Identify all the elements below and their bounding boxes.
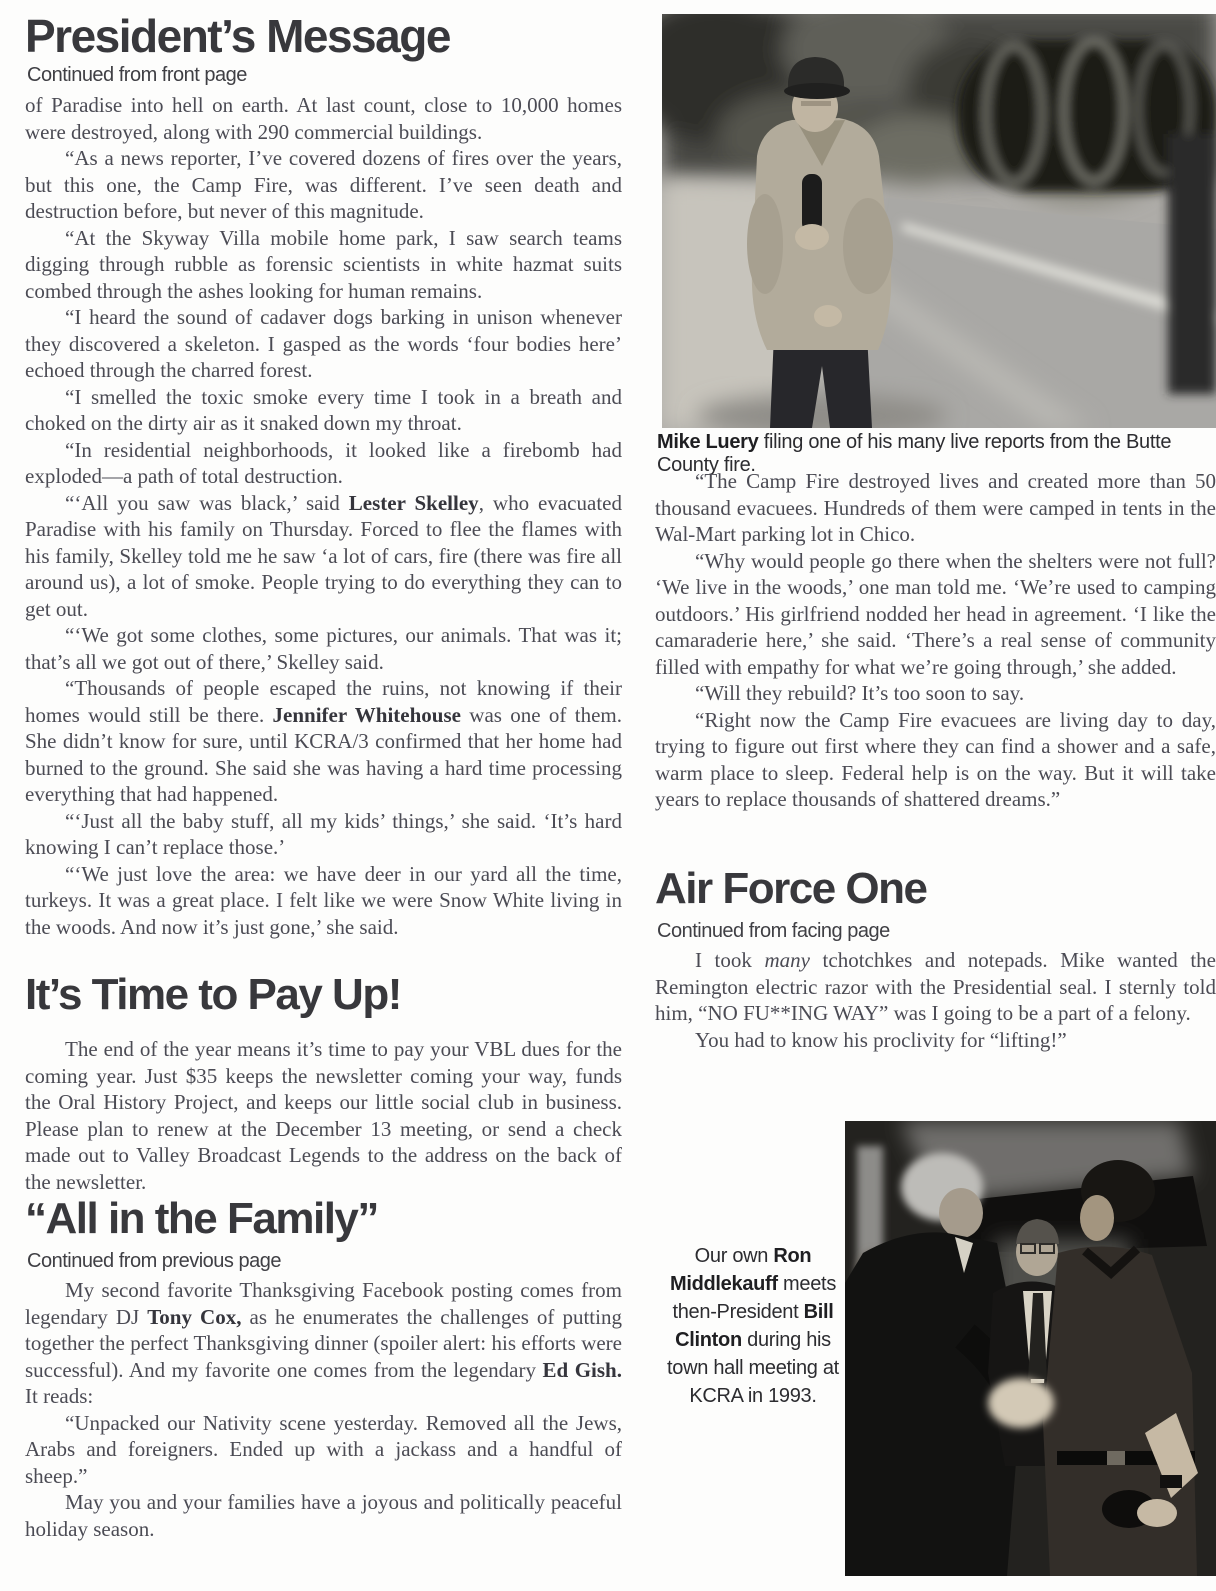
continued-from-facing-page-note: Continued from facing page — [657, 920, 890, 942]
paragraph: “Right now the Camp Fire evacuees are living day to day, trying to figure out first where they can find a shower and a safe, warm place to sleep. Federal help is on the way. But it will take years to replace thousands of shattered dreams.” — [655, 707, 1216, 811]
mike-luery-photo-art — [662, 14, 1216, 428]
paragraph: “The Camp Fire destroyed lives and created more than 50 thousand evacuees. Hundreds of them were camped in tents in the Wal-Mart parking lot in Chico. — [655, 469, 1216, 546]
continued-from-previous-page-note: Continued from previous page — [27, 1250, 281, 1272]
article-body-air-force-one — [655, 947, 1216, 1053]
mike-luery-photo-caption: Mike Luery filing one of his many live reports from the Butte County fire. — [657, 431, 1172, 476]
paragraph: The end of the year means it’s time to pay your VBL dues for the coming year. Just $35 keeps the newsletter coming your way, funds the Oral History Project, and keeps our little social club in business. Please plan to renew at the December 13 meeting, or send a check made out to Valley Broadcast Legends to the address on the back of the newsletter. — [25, 1037, 622, 1194]
paragraph: May you and your families have a joyous and politically peaceful holiday season. — [25, 1490, 622, 1541]
right-column — [655, 0, 1216, 1591]
paragraph: “Will they rebuild? It’s too soon to say. — [695, 681, 1025, 705]
clinton-photo — [845, 1121, 1216, 1576]
article-body-pay-up — [25, 1036, 622, 1195]
clinton-photo-caption: Our own Ron Middlekauff meets then-President Bill Clinton during his town hall meeting at KCRA in 1993. — [667, 1245, 839, 1407]
paragraph: “‘Just all the baby stuff, all my kids’ things,’ she said. ‘It’s hard knowing I can’t replace those.’ — [25, 808, 622, 859]
left-column — [25, 0, 622, 1591]
paragraph: “Unpacked our Nativity scene yesterday. Removed all the Jews, Arabs and foreigners. Ended up with a jackass and a handful of sheep.” — [25, 1410, 622, 1488]
paragraph: “As a news reporter, I’ve covered dozens of fires over the years, but this one, the Camp Fire, was different. I’ve seen death and destruction before, but never of this magnitude. — [25, 146, 622, 223]
clinton-photo-art — [845, 1121, 1216, 1576]
article-title-pay-up: It’s Time to Pay Up! — [25, 970, 401, 1019]
mike-luery-photo — [662, 14, 1216, 428]
paragraph: “Thousands of people escaped the ruins, not knowing if their homes would still be there. Jennifer Whitehouse was one of them. She didn’t know for sure, until KCRA/3 confirmed that her home had burned to the ground. She said she was having a hard time processing everything that had happened. — [25, 676, 622, 806]
paragraph: You had to know his proclivity for “lifting!” — [695, 1027, 1067, 1052]
paragraph: of Paradise into hell on earth. At last count, close to 10,000 homes were destroyed, along with 290 commercial buildings. — [25, 93, 622, 144]
paragraph: “‘We got some clothes, some pictures, our animals. That was it; that’s all we got out of there,’ Skelley said. — [25, 623, 622, 674]
paragraph: “At the Skyway Villa mobile home park, I saw search teams digging through rubble as forensic scientists in white hazmat suits combed through the ashes looking for human remains. — [25, 225, 622, 303]
handshake — [988, 1378, 1054, 1428]
paragraph: “‘All you saw was black,’ said Lester Skelley, who evacuated Paradise with his family on Thursday. Forced to flee the flames with his family, Skelley told me he saw ‘a lot of cars, fire (there was fire all around us), a lot of smoke. People trying to do everything they can to get out. — [25, 490, 622, 621]
article-title-air-force-one: Air Force One — [655, 864, 927, 913]
paragraph: “I heard the sound of cadaver dogs barking in unison whenever they discovered a skeleton. I gasped as the words ‘four bodies here’ echoed through the charred forest. — [25, 305, 622, 382]
paragraph: “I smelled the toxic smoke every time I took in a breath and choked on the dirty air as it snaked down my throat. — [25, 384, 622, 435]
paragraph: “‘We just love the area: we have deer in our yard all the time, turkeys. It was a great place. I felt like we were Snow White living in the woods. And now it’s just gone,’ she said. — [25, 861, 622, 939]
paragraph: My second favorite Thanksgiving Facebook posting comes from legendary DJ Tony Cox, as he enumerates the challenges of putting together the perfect Thanksgiving dinner (spoiler alert: his efforts were successful). And my favorite one comes from the legendary Ed Gish. It reads: — [25, 1278, 622, 1408]
paragraph: I took many tchotchkes and notepads. Mike wanted the Remington electric razor with the Presidential seal. I sternly told him, “NO FU**ING WAY” was I going to be a part of a felony. — [655, 948, 1216, 1025]
article-body-camp-fire-continuation — [655, 468, 1216, 813]
continued-from-front-page-note: Continued from front page — [27, 64, 247, 86]
article-title-all-in-the-family: “All in the Family” — [25, 1194, 378, 1243]
article-body-presidents-message — [25, 92, 622, 940]
paragraph: “Why would people go there when the shelters were not full? ‘We live in the woods,’ one man told me. ‘We’re used to camping outdoors.’ His girlfriend nodded her head in agreement. ‘I like the camaraderie here,’ she said. ‘There’s a real sense of community filled with empathy for what we’re going through,’ she added. — [655, 548, 1216, 679]
paragraph: “In residential neighborhoods, it looked like a firebomb had exploded—a path of total destruction. — [25, 437, 622, 488]
article-body-all-in-the-family — [25, 1277, 622, 1542]
article-title-presidents-message: President’s Message — [25, 10, 450, 62]
